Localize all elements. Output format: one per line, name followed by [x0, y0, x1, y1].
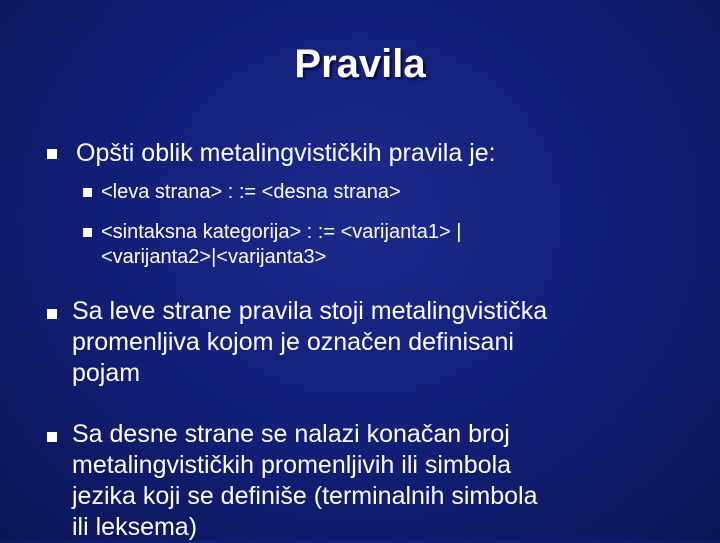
bullet-item — [47, 419, 537, 543]
bullet-text: Sa leve strane pravila stoji metalingvistička promenljiva kojom je označen definisani pojam — [72, 297, 548, 387]
sub-bullet-text: <sintaksna kategorija> : := <varijanta1> | <varijanta2>|<varijanta3> — [101, 221, 462, 268]
square-bullet-icon — [83, 228, 92, 237]
bullet-text: Opšti oblik metalingvističkih pravila je: — [76, 139, 496, 167]
bullet-item — [47, 296, 547, 389]
square-bullet-icon — [47, 309, 57, 319]
square-bullet-icon — [47, 432, 57, 442]
sub-bullet-text: <leva strana> : := <desna strana> — [101, 181, 401, 203]
sub-bullet-item — [83, 180, 401, 205]
bullet-text: Sa desne strane se nalazi konačan broj metalingvističkih promenljivih ili simbola jezika koji se definiše (terminalnih simbola ili leksema) — [72, 420, 538, 541]
square-bullet-icon — [83, 188, 92, 197]
sub-bullet-item — [83, 220, 461, 270]
square-bullet-icon — [47, 149, 57, 159]
bullet-item — [47, 138, 496, 168]
slide-title: Pravila — [294, 42, 426, 86]
